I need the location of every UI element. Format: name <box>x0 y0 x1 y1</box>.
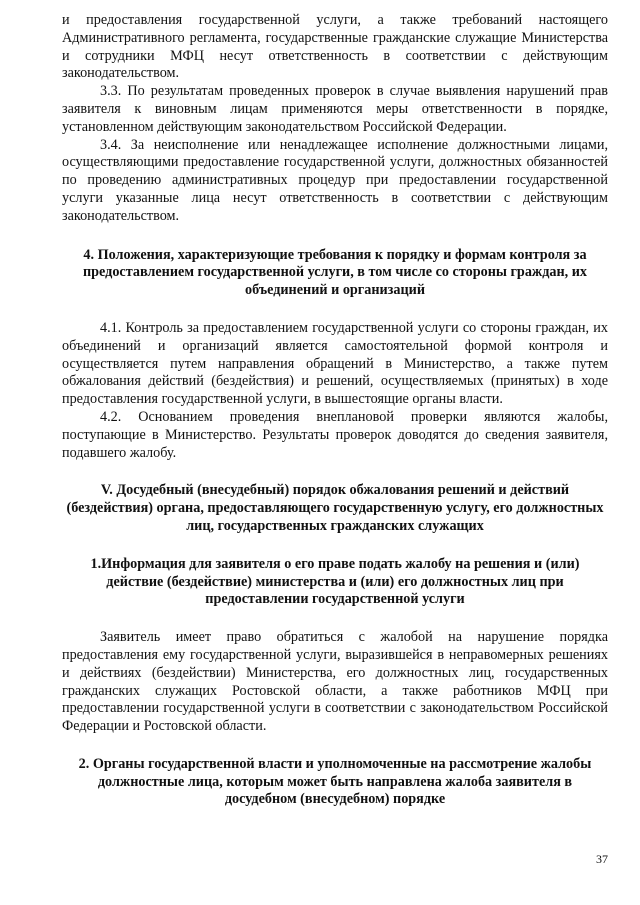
subsection-2-heading: 2. Органы государственной власти и уполномоченные на рассмотрение жалобы должностные лица, которым может быть направлена жалоба заявителя в досудебном (внесудебном) порядке <box>78 755 592 808</box>
paragraph-3-3: 3.3. По результатам проведенных проверок в случае выявления нарушений прав заявителя к виновным лицам применяются меры ответственности в порядке, установленном действующим законодательством Российской Федерации. <box>62 83 608 135</box>
paragraph-4-2: 4.2. Основанием проведения внеплановой проверки являются жалобы, поступающие в Министерство. Результаты проверок доводятся до сведения заявителя, подавшего жалобу. <box>62 408 608 461</box>
subsection-1-heading: 1.Информация для заявителя о его праве подать жалобу на решения и (или) действие (бездействие) министерства и (или) его должностных лиц при предоставлении государственной услуги <box>90 555 580 608</box>
paragraph-4-1: 4.1. Контроль за предоставлением государственной услуги со стороны граждан, их объединений и организаций является самостоятельной формой контроля и осуществляется путем направления обращений в Министерство, а также путем обжалования действий (бездействия) и решений, осуществляемых (принятых) в ходе предоставления государственной услуги, в вышестоящие органы власти. <box>62 319 608 408</box>
section-4-heading: 4. Положения, характеризующие требования к порядку и формам контроля за предоставлением государственной услуги, в том числе со стороны граждан, их объединений и организаций <box>82 246 588 299</box>
paragraph-3-4: 3.4. За неисполнение или ненадлежащее исполнение должностными лицами, осуществляющими предоставление государственной услуги, должностных обязанностей по проведению административных процедур при предоставлении государственной услуги указанные лица несут ответственность в соответствии с действующим законодательством. <box>62 136 608 224</box>
section-5-heading: V. Досудебный (внесудебный) порядок обжалования решений и действий (бездействия) органа, предоставляющего государственную услугу, его должностных лиц, государственных гражданских служащих <box>66 482 604 534</box>
page-number: 37 <box>596 852 608 866</box>
paragraph-continuation: и предоставления государственной услуги, а также требований настоящего Административного регламента, государственные гражданские служащие Министерства и сотрудники МФЦ несут ответственность в соответствии с действующим законодательством. <box>62 12 608 82</box>
paragraph-right-to-complain: Заявитель имеет право обратиться с жалобой на нарушение порядка предоставления ему государственной услуги, выразившейся в неправомерных решениях и действиях (бездействии) Министерства, его должностных лиц, государственных гражданских служащих Ростовской области, а также работников МФЦ при предоставлении государственной услуги в соответствии с законодательством Российской Федерации и Ростовской области. <box>62 629 608 735</box>
